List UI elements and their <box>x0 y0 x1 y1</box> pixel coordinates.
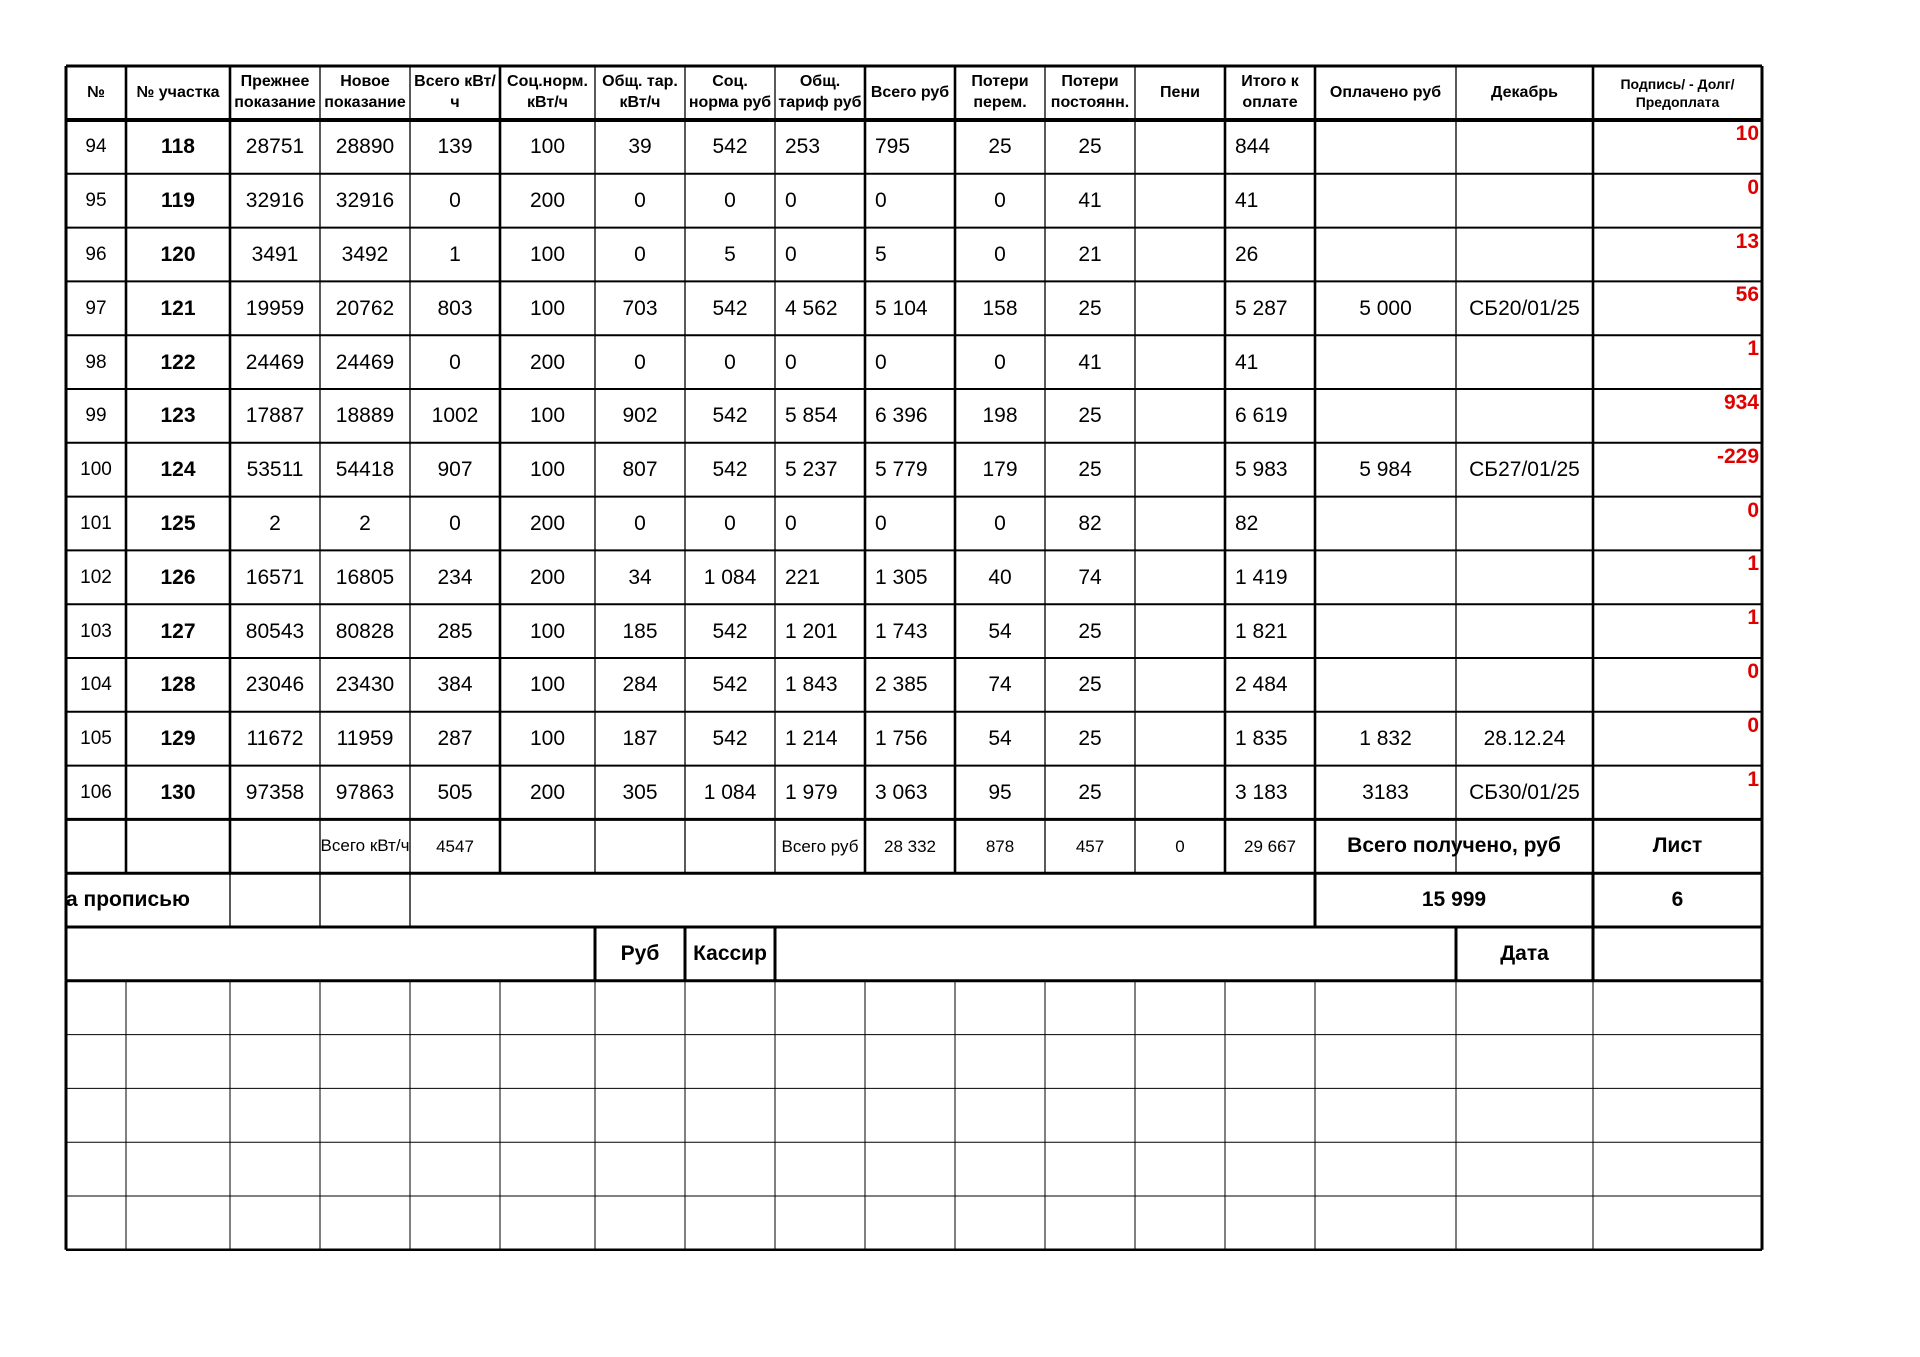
balance-value: 934 <box>1723 391 1759 414</box>
table-cell: 198 <box>982 404 1018 428</box>
table-cell: 0 <box>875 350 887 374</box>
table-cell: 0 <box>994 350 1006 374</box>
balance-value: 1 <box>1747 606 1759 630</box>
table-cell <box>1135 551 1225 604</box>
balance-value: 0 <box>1747 175 1759 199</box>
table-cell: 907 <box>437 458 473 482</box>
table-cell: 100 <box>529 404 566 428</box>
plot-number: 120 <box>160 242 196 266</box>
table-cell: 11672 <box>246 727 304 751</box>
table-cell: 5 984 <box>1359 458 1412 482</box>
column-header: Общ. тариф руб <box>778 73 862 111</box>
table-cell: 39 <box>628 135 652 159</box>
cashier-label: Кассир <box>693 941 767 965</box>
column-header: Новое показание <box>324 73 406 111</box>
sheet-label: Лист <box>1652 834 1703 858</box>
table-cell: 54 <box>988 727 1012 751</box>
plot-number: 121 <box>160 296 196 320</box>
table-cell: 5 <box>875 242 887 266</box>
column-header: Всего руб <box>870 83 950 101</box>
table-cell: 41 <box>1235 350 1259 374</box>
table-cell: 82 <box>1078 511 1102 535</box>
table-cell <box>1135 121 1225 174</box>
table-cell: 41 <box>1235 189 1259 213</box>
table-cell <box>1135 605 1225 658</box>
table-cell <box>1135 282 1225 335</box>
table-cell: 0 <box>875 189 887 213</box>
total-kwh-label: Всего кВт/ч <box>320 836 410 856</box>
balance-value: 1 <box>1747 552 1759 576</box>
table-cell <box>1456 229 1593 282</box>
table-cell <box>1135 659 1225 712</box>
table-cell: 100 <box>529 242 566 266</box>
table-cell: 795 <box>875 135 911 159</box>
table-cell: 53511 <box>246 458 304 482</box>
table-cell <box>1135 767 1225 820</box>
table-cell: 97358 <box>245 780 305 804</box>
table-cell: 3491 <box>251 242 299 266</box>
table-cell: 23430 <box>335 673 395 697</box>
column-header: Общ. тар. кВт/ч <box>602 73 678 111</box>
total-loss-const: 457 <box>1075 836 1105 856</box>
table-cell <box>1315 498 1456 551</box>
table-cell: 17887 <box>245 404 305 428</box>
table-cell: 200 <box>529 565 566 589</box>
balance-value: 0 <box>1747 660 1759 683</box>
table-cell: 3 063 <box>875 780 928 804</box>
table-cell: 40 <box>988 565 1012 589</box>
table-cell: 24469 <box>245 350 305 374</box>
column-header: № участка <box>136 83 220 101</box>
table-cell: 200 <box>529 350 566 374</box>
balance-value: 0 <box>1747 713 1759 737</box>
table-cell: 0 <box>994 189 1006 213</box>
table-cell: 185 <box>622 619 658 643</box>
table-cell: 5 104 <box>875 296 928 320</box>
column-header: Подпись/ - Долг/Предоплата <box>1620 75 1735 110</box>
table-cell: 0 <box>634 511 646 535</box>
table-cell <box>1315 390 1456 443</box>
table-cell <box>1135 498 1225 551</box>
table-cell: 703 <box>622 296 658 320</box>
table-cell: 5 287 <box>1235 296 1288 320</box>
table-cell: 4 562 <box>785 296 838 320</box>
table-cell: 284 <box>622 673 658 697</box>
table-cell: 82 <box>1235 511 1259 535</box>
balance-value: 1 <box>1747 337 1759 361</box>
row-number: 98 <box>85 351 107 373</box>
table-cell <box>1315 605 1456 658</box>
table-cell: 18889 <box>335 404 395 428</box>
table-cell: 100 <box>529 296 566 320</box>
table-cell: 25 <box>1078 458 1102 482</box>
column-header: Всего кВт/ч <box>414 73 496 111</box>
table-cell: 0 <box>634 350 646 374</box>
row-number: 99 <box>85 405 107 427</box>
plot-number: 127 <box>160 619 196 643</box>
column-header: Прежнее показание <box>234 73 316 111</box>
table-cell: 1 201 <box>785 619 838 643</box>
table-cell <box>1135 336 1225 389</box>
table-cell: 234 <box>437 565 473 589</box>
table-cell: 5 000 <box>1359 296 1412 320</box>
table-cell: 139 <box>437 135 473 159</box>
balance-value: 1 <box>1747 767 1759 791</box>
table-cell <box>1456 336 1593 389</box>
table-cell: 2 484 <box>1235 673 1288 697</box>
table-cell: 0 <box>449 511 461 535</box>
table-cell: 26 <box>1235 242 1259 266</box>
table-cell: 844 <box>1235 135 1271 159</box>
table-cell <box>1456 551 1593 604</box>
row-number: 95 <box>85 190 107 212</box>
row-number: 97 <box>85 297 107 319</box>
total-due: 29 667 <box>1244 836 1296 856</box>
plot-number: 124 <box>160 458 196 482</box>
table-cell: 542 <box>712 458 748 482</box>
rub-label: Руб <box>620 941 660 965</box>
table-cell: 19959 <box>245 296 305 320</box>
table-cell: 0 <box>724 350 736 374</box>
table-cell: 80543 <box>245 619 305 643</box>
plot-number: 118 <box>161 135 195 159</box>
plot-number: 129 <box>160 727 196 751</box>
table-cell: 0 <box>634 189 646 213</box>
table-cell: 1 756 <box>875 727 928 751</box>
table-cell <box>1135 175 1225 228</box>
table-cell: 0 <box>634 242 646 266</box>
table-cell: 32916 <box>335 189 395 213</box>
table-cell: 287 <box>437 727 473 751</box>
table-cell: 902 <box>622 404 658 428</box>
table-cell: 253 <box>785 135 821 159</box>
table-cell: 3183 <box>1362 780 1409 804</box>
table-cell: 221 <box>785 565 821 589</box>
total-rub-value: 28 332 <box>884 836 936 856</box>
table-cell: 0 <box>994 511 1006 535</box>
table-cell: 6 396 <box>875 404 928 428</box>
row-number: 103 <box>80 620 112 642</box>
table-cell: 25 <box>1078 296 1102 320</box>
table-cell <box>1315 659 1456 712</box>
total-kwh-value: 4547 <box>436 836 474 856</box>
total-penalty: 0 <box>1175 836 1185 856</box>
table-cell: 384 <box>437 673 473 697</box>
table-cell: 54 <box>988 619 1012 643</box>
table-cell <box>1135 390 1225 443</box>
table-cell <box>1315 229 1456 282</box>
table-cell: 179 <box>982 458 1018 482</box>
column-header: Соц. норма руб <box>688 73 772 111</box>
row-number: 102 <box>80 566 112 588</box>
plot-number: 125 <box>160 511 196 535</box>
table-cell: 20762 <box>335 296 395 320</box>
table-cell: 1 835 <box>1235 727 1288 751</box>
table-cell: 54418 <box>335 458 395 482</box>
table-cell: 25 <box>988 135 1012 159</box>
row-number: 100 <box>80 459 112 481</box>
table-cell: 0 <box>449 189 461 213</box>
balance-value: 0 <box>1747 498 1759 522</box>
table-cell: 41 <box>1078 350 1102 374</box>
column-header: Итого к оплате <box>1241 73 1299 111</box>
table-cell <box>1315 551 1456 604</box>
table-cell: 3492 <box>341 242 389 266</box>
table-cell: 1 419 <box>1235 565 1288 589</box>
table-cell <box>1456 498 1593 551</box>
table-cell: 505 <box>437 780 473 804</box>
balance-value: 13 <box>1735 229 1759 253</box>
table-cell: 1 084 <box>703 565 757 589</box>
table-cell: 5 779 <box>875 458 928 482</box>
table-cell: 25 <box>1078 780 1102 804</box>
table-cell: 21 <box>1078 242 1102 266</box>
table-cell: СБ30/01/25 <box>1469 780 1580 804</box>
table-cell: 2 <box>269 511 281 535</box>
table-cell: 6 619 <box>1235 404 1288 428</box>
row-number: 105 <box>80 728 112 750</box>
plot-number: 122 <box>160 350 196 374</box>
table-cell: 5 983 <box>1235 458 1288 482</box>
received-total-value: 15 999 <box>1421 888 1487 912</box>
total-rub-label: Всего руб <box>781 836 859 856</box>
plot-number: 130 <box>160 780 196 804</box>
table-cell: СБ27/01/25 <box>1469 458 1580 482</box>
total-received-label: Всего получено, руб <box>1347 834 1561 858</box>
table-cell: 25 <box>1078 404 1102 428</box>
table-cell: 28890 <box>335 135 395 159</box>
plot-number: 123 <box>160 404 196 428</box>
table-cell: 542 <box>712 404 748 428</box>
table-cell: 1 843 <box>785 673 838 697</box>
table-cell: 305 <box>622 780 658 804</box>
table-cell: 0 <box>449 350 461 374</box>
table-cell: 74 <box>988 673 1012 697</box>
column-header: Пени <box>1160 83 1200 101</box>
row-number: 104 <box>80 674 112 696</box>
table-cell: 1 214 <box>785 727 838 751</box>
table-cell: 0 <box>785 189 797 213</box>
table-cell: 100 <box>529 135 566 159</box>
table-cell: 0 <box>875 511 887 535</box>
row-number: 106 <box>80 782 112 804</box>
table-cell: 1 <box>449 242 461 266</box>
table-cell <box>1135 229 1225 282</box>
table-cell: 0 <box>994 242 1006 266</box>
table-cell: 1 821 <box>1235 619 1288 643</box>
table-cell: 0 <box>785 350 797 374</box>
table-cell: 25 <box>1078 135 1102 159</box>
table-cell: 24469 <box>335 350 395 374</box>
table-cell: 80828 <box>335 619 395 643</box>
table-cell: 41 <box>1078 189 1102 213</box>
table-cell <box>1315 175 1456 228</box>
table-cell <box>1135 444 1225 497</box>
table-cell: 1 979 <box>785 780 838 804</box>
sheet-number: 6 <box>1671 888 1684 912</box>
table-cell: 28751 <box>245 135 305 159</box>
table-cell: 0 <box>785 242 797 266</box>
column-header: Потери перем. <box>971 73 1029 111</box>
table-cell: 542 <box>712 296 748 320</box>
table-cell: 200 <box>529 189 566 213</box>
table-cell: 0 <box>724 511 736 535</box>
table-cell: СБ20/01/25 <box>1469 296 1580 320</box>
column-header: Соц.норм. кВт/ч <box>507 73 588 111</box>
row-number: 101 <box>80 513 112 535</box>
table-cell <box>1315 336 1456 389</box>
column-header: Потери постоянн. <box>1050 73 1130 111</box>
table-cell: 5 854 <box>785 404 838 428</box>
table-cell: 542 <box>712 619 748 643</box>
table-cell: 25 <box>1078 619 1102 643</box>
table-cell: 542 <box>712 673 748 697</box>
table-cell: 3 183 <box>1235 780 1288 804</box>
table-cell <box>1456 175 1593 228</box>
table-cell: 5 237 <box>785 458 838 482</box>
table-cell <box>1456 121 1593 174</box>
table-cell <box>1456 659 1593 712</box>
table-cell: 200 <box>529 511 566 535</box>
table-cell: 158 <box>982 296 1018 320</box>
table-cell: 542 <box>712 727 748 751</box>
table-cell: 2 385 <box>875 673 928 697</box>
row-number: 94 <box>85 136 107 158</box>
column-header: Декабрь <box>1491 83 1558 101</box>
table-cell: 16805 <box>335 565 395 589</box>
table-cell: 1 832 <box>1359 727 1412 751</box>
column-header: № <box>87 83 105 101</box>
date-label: Дата <box>1500 941 1549 965</box>
balance-value: 56 <box>1735 283 1759 307</box>
table-cell: 187 <box>622 727 658 751</box>
balance-value: 10 <box>1735 122 1759 145</box>
table-cell: 807 <box>622 458 658 482</box>
table-cell: 0 <box>785 511 797 535</box>
table-cell <box>1456 390 1593 443</box>
table-cell: 200 <box>529 780 566 804</box>
table-cell: 2 <box>359 511 371 535</box>
amount-in-words-label: а прописью <box>66 888 190 912</box>
table-cell <box>1135 713 1225 766</box>
table-cell: 25 <box>1078 673 1102 697</box>
table-cell: 28.12.24 <box>1483 727 1566 751</box>
table-cell: 0 <box>724 189 736 213</box>
plot-number: 126 <box>160 565 196 589</box>
table-cell: 100 <box>529 619 566 643</box>
table-cell: 100 <box>529 458 566 482</box>
plot-number: 119 <box>161 189 195 213</box>
table-cell: 1002 <box>431 404 479 428</box>
table-cell: 32916 <box>245 189 305 213</box>
table-cell: 803 <box>437 296 473 320</box>
table-cell: 34 <box>628 565 652 589</box>
plot-number: 128 <box>160 673 196 697</box>
total-loss-var: 878 <box>985 836 1015 856</box>
table-cell <box>1456 605 1593 658</box>
table-cell: 542 <box>712 135 748 159</box>
table-cell: 100 <box>529 673 566 697</box>
table-cell: 23046 <box>245 673 305 697</box>
table-cell: 285 <box>437 619 473 643</box>
table-cell: 97863 <box>335 780 395 804</box>
table-cell: 1 084 <box>703 780 757 804</box>
table-cell: 1 305 <box>875 565 928 589</box>
table-cell: 1 743 <box>875 619 928 643</box>
table-cell: 5 <box>724 242 736 266</box>
table-cell: 95 <box>988 780 1012 804</box>
table-cell: 11959 <box>336 727 394 751</box>
row-number: 96 <box>85 244 107 266</box>
column-header: Оплачено руб <box>1329 83 1442 101</box>
table-cell: 74 <box>1078 565 1102 589</box>
table-cell: 25 <box>1078 727 1102 751</box>
balance-value: -229 <box>1716 444 1759 468</box>
table-cell: 16571 <box>245 565 305 589</box>
table-cell <box>1315 121 1456 174</box>
table-cell: 100 <box>529 727 566 751</box>
